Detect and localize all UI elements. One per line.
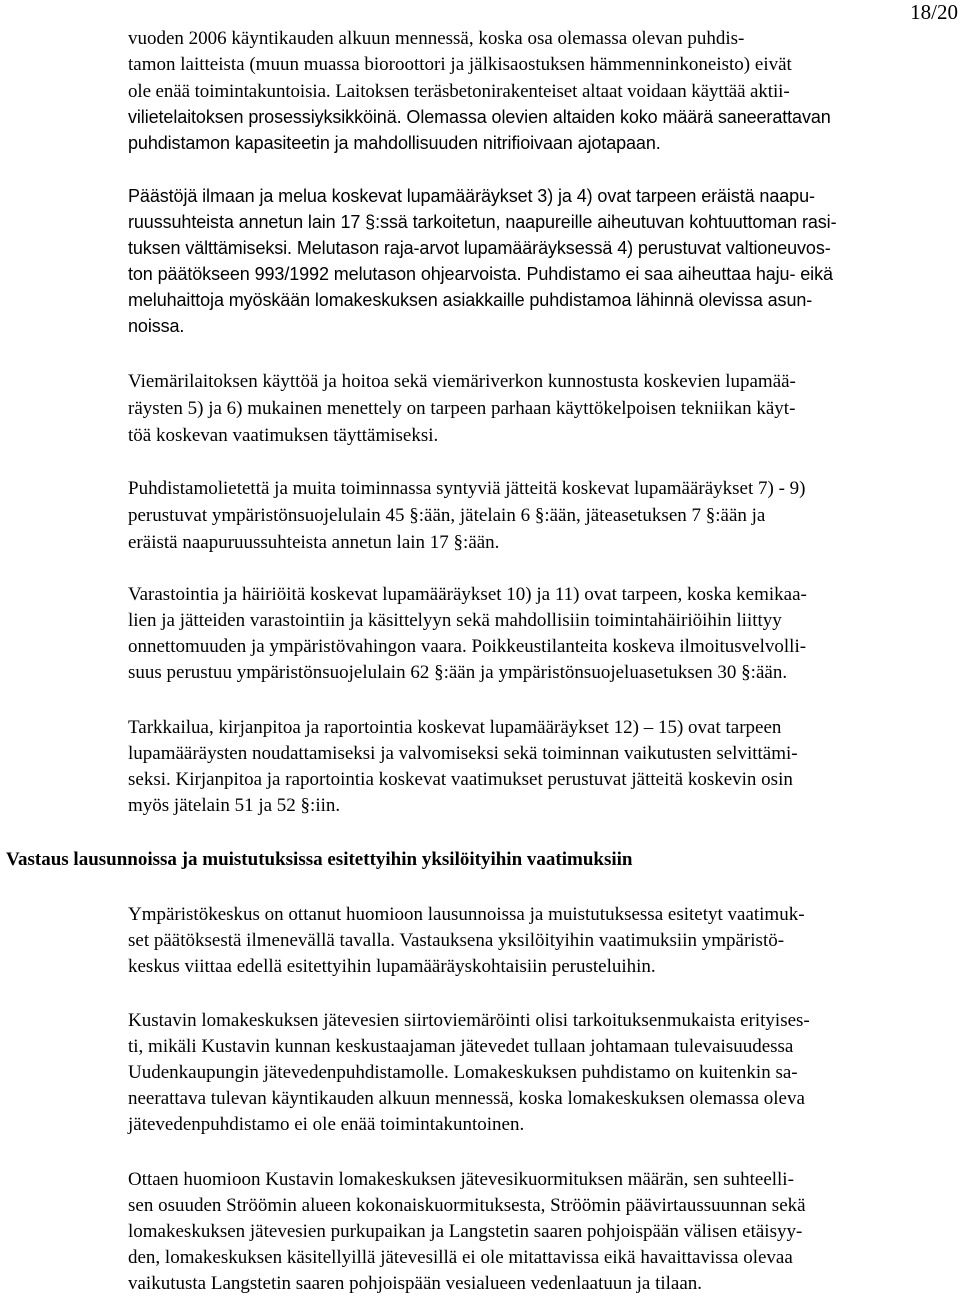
text-line: Varastointia ja häiriöitä koskevat lupamääräykset 10) ja 11) ovat tarpeen, koska kemikaa- [128,584,807,605]
text-line: ruussuhteista annetun lain 17 §:ssä tarkoitetun, naapureille aiheutuvan kohtuuttoman rasi- [128,212,837,232]
text-line: ti, mikäli Kustavin kunnan keskustaajaman jätevedet tullaan johtamaan tulevaisuudessa [128,1036,794,1057]
text-line: Päästöjä ilmaan ja melua koskevat lupamääräykset 3) ja 4) ovat tarpeen eräistä naapu- [128,186,815,206]
text-line: Kustavin lomakeskuksen jätevesien siirtoviemäröinti olisi tarkoituksenmukaista erityises- [128,1010,810,1031]
text-line: meluhaittoja myöskään lomakeskuksen asiakkaille puhdistamoa lähinnä olevissa asun- [128,290,813,310]
text-line: ton päätökseen 993/1992 melutason ohjearvoista. Puhdistamo ei saa aiheuttaa haju- eikä [128,264,833,284]
text-line: sen osuuden Ströömin alueen kokonaiskuormituksesta, Ströömin päävirtaussuunnan sekä [128,1195,806,1216]
text-line: tamon laitteista (muun muassa bioroottori ja jälkisaostuksen hämmenninkoneisto) eivät [128,54,792,75]
text-line: Ottaen huomioon Kustavin lomakeskuksen jätevesikuormituksen määrän, sen suhteelli- [128,1169,794,1190]
text-line: jätevedenpuhdistamo ei ole enää toimintakuntoinen. [128,1114,525,1135]
text-line: vuoden 2006 käyntikauden alkuun mennessä, koska osa olemassa olevan puhdis- [128,28,745,49]
text-line: Puhdistamolietettä ja muita toiminnassa syntyviä jätteitä koskevat lupamääräykset 7) - 9) [128,478,806,499]
page-number: 18/20 [910,0,958,24]
text-line: myös jätelain 51 ja 52 §:iin. [128,795,341,816]
text-line: lupamääräysten noudattamiseksi ja valvomiseksi sekä toiminnan vaikutusten selvittämi- [128,743,798,764]
text-line-serif: ole enää toimintakuntoisia. Laitoksen teräsbetonirakenteiset altaat voidaan käyttää aktii- [128,81,790,102]
text-line: set päätöksestä ilmenevällä tavalla. Vastauksena yksilöityihin vaatimuksiin ympäristö- [128,930,785,951]
text-line: tuksen välttämiseksi. Melutason raja-arvot lupamääräyksessä 4) perustuvat valtioneuvos- [128,238,831,258]
text-line: räysten 5) ja 6) mukainen menettely on tarpeen parhaan käyttökelpoisen tekniikan käyt- [128,398,796,419]
text-line: onnettomuuden ja ympäristövahingon vaara. Poikkeustilanteita koskeva ilmoitusvelvolli- [128,636,807,657]
text-line: Ympäristökeskus on ottanut huomioon lausunnoissa ja muistutuksessa esitetyt vaatimuk- [128,904,805,925]
text-line: lien ja jätteiden varastointiin ja käsittelyyn sekä mahdollisiin toimintahäiriöihin liittyy [128,610,782,631]
text-line: perustuvat ympäristönsuojelulain 45 §:ään, jätelain 6 §:ään, jäteasetuksen 7 §:ään ja [128,505,766,526]
section-heading: Vastaus lausunnoissa ja muistutuksissa esitettyihin yksilöityihin vaatimuksiin [6,849,633,870]
text-line: eräistä naapuruussuhteista annetun lain 17 §:ään. [128,532,500,553]
text-line: neerattava tulevan käyntikauden alkuun mennessä, koska lomakeskuksen olemassa oleva [128,1088,805,1109]
text-line: noissa. [128,316,185,336]
text-line [128,78,790,104]
text-line: Viemärilaitoksen käyttöä ja hoitoa sekä viemäriverkon kunnostusta koskevien lupamää- [128,371,796,392]
text-line: keskus viittaa edellä esitettyihin lupamääräyskohtaisiin perusteluihin. [128,956,656,977]
text-line: puhdistamon kapasiteetin ja mahdollisuuden nitrifioivaan ajotapaan. [128,133,661,153]
text-line: Tarkkailua, kirjanpitoa ja raportointia koskevat lupamääräykset 12) – 15) ovat tarpeen [128,717,782,738]
text-line: Uudenkaupungin jätevedenpuhdistamolle. Lomakeskuksen puhdistamo on kuitenkin sa- [128,1062,798,1083]
text-line: den, lomakeskuksen käsitellyillä jätevesillä ei ole mitattavissa eikä havaittavissa olevaa [128,1247,793,1268]
text-line: lomakeskuksen jätevesien purkupaikan ja Langstetin saaren pohjoispään välisen etäisyy- [128,1221,803,1242]
text-line: vilietelaitoksen prosessiyksikköinä. Olemassa olevien altaiden koko määrä saneerattavan [128,107,831,127]
text-line: seksi. Kirjanpitoa ja raportointia koskevat vaatimukset perustuvat jätteitä koskevin osin [128,769,793,790]
text-line: töä koskevan vaatimuksen täyttämiseksi. [128,425,439,446]
text-line: suus perustuu ympäristönsuojelulain 62 §:ään ja ympäristönsuojeluasetuksen 30 §:ään. [128,662,788,683]
text-line: vaikutusta Langstetin saaren pohjoispään vesialueen vedenlaatuun ja tilaan. [128,1273,703,1294]
